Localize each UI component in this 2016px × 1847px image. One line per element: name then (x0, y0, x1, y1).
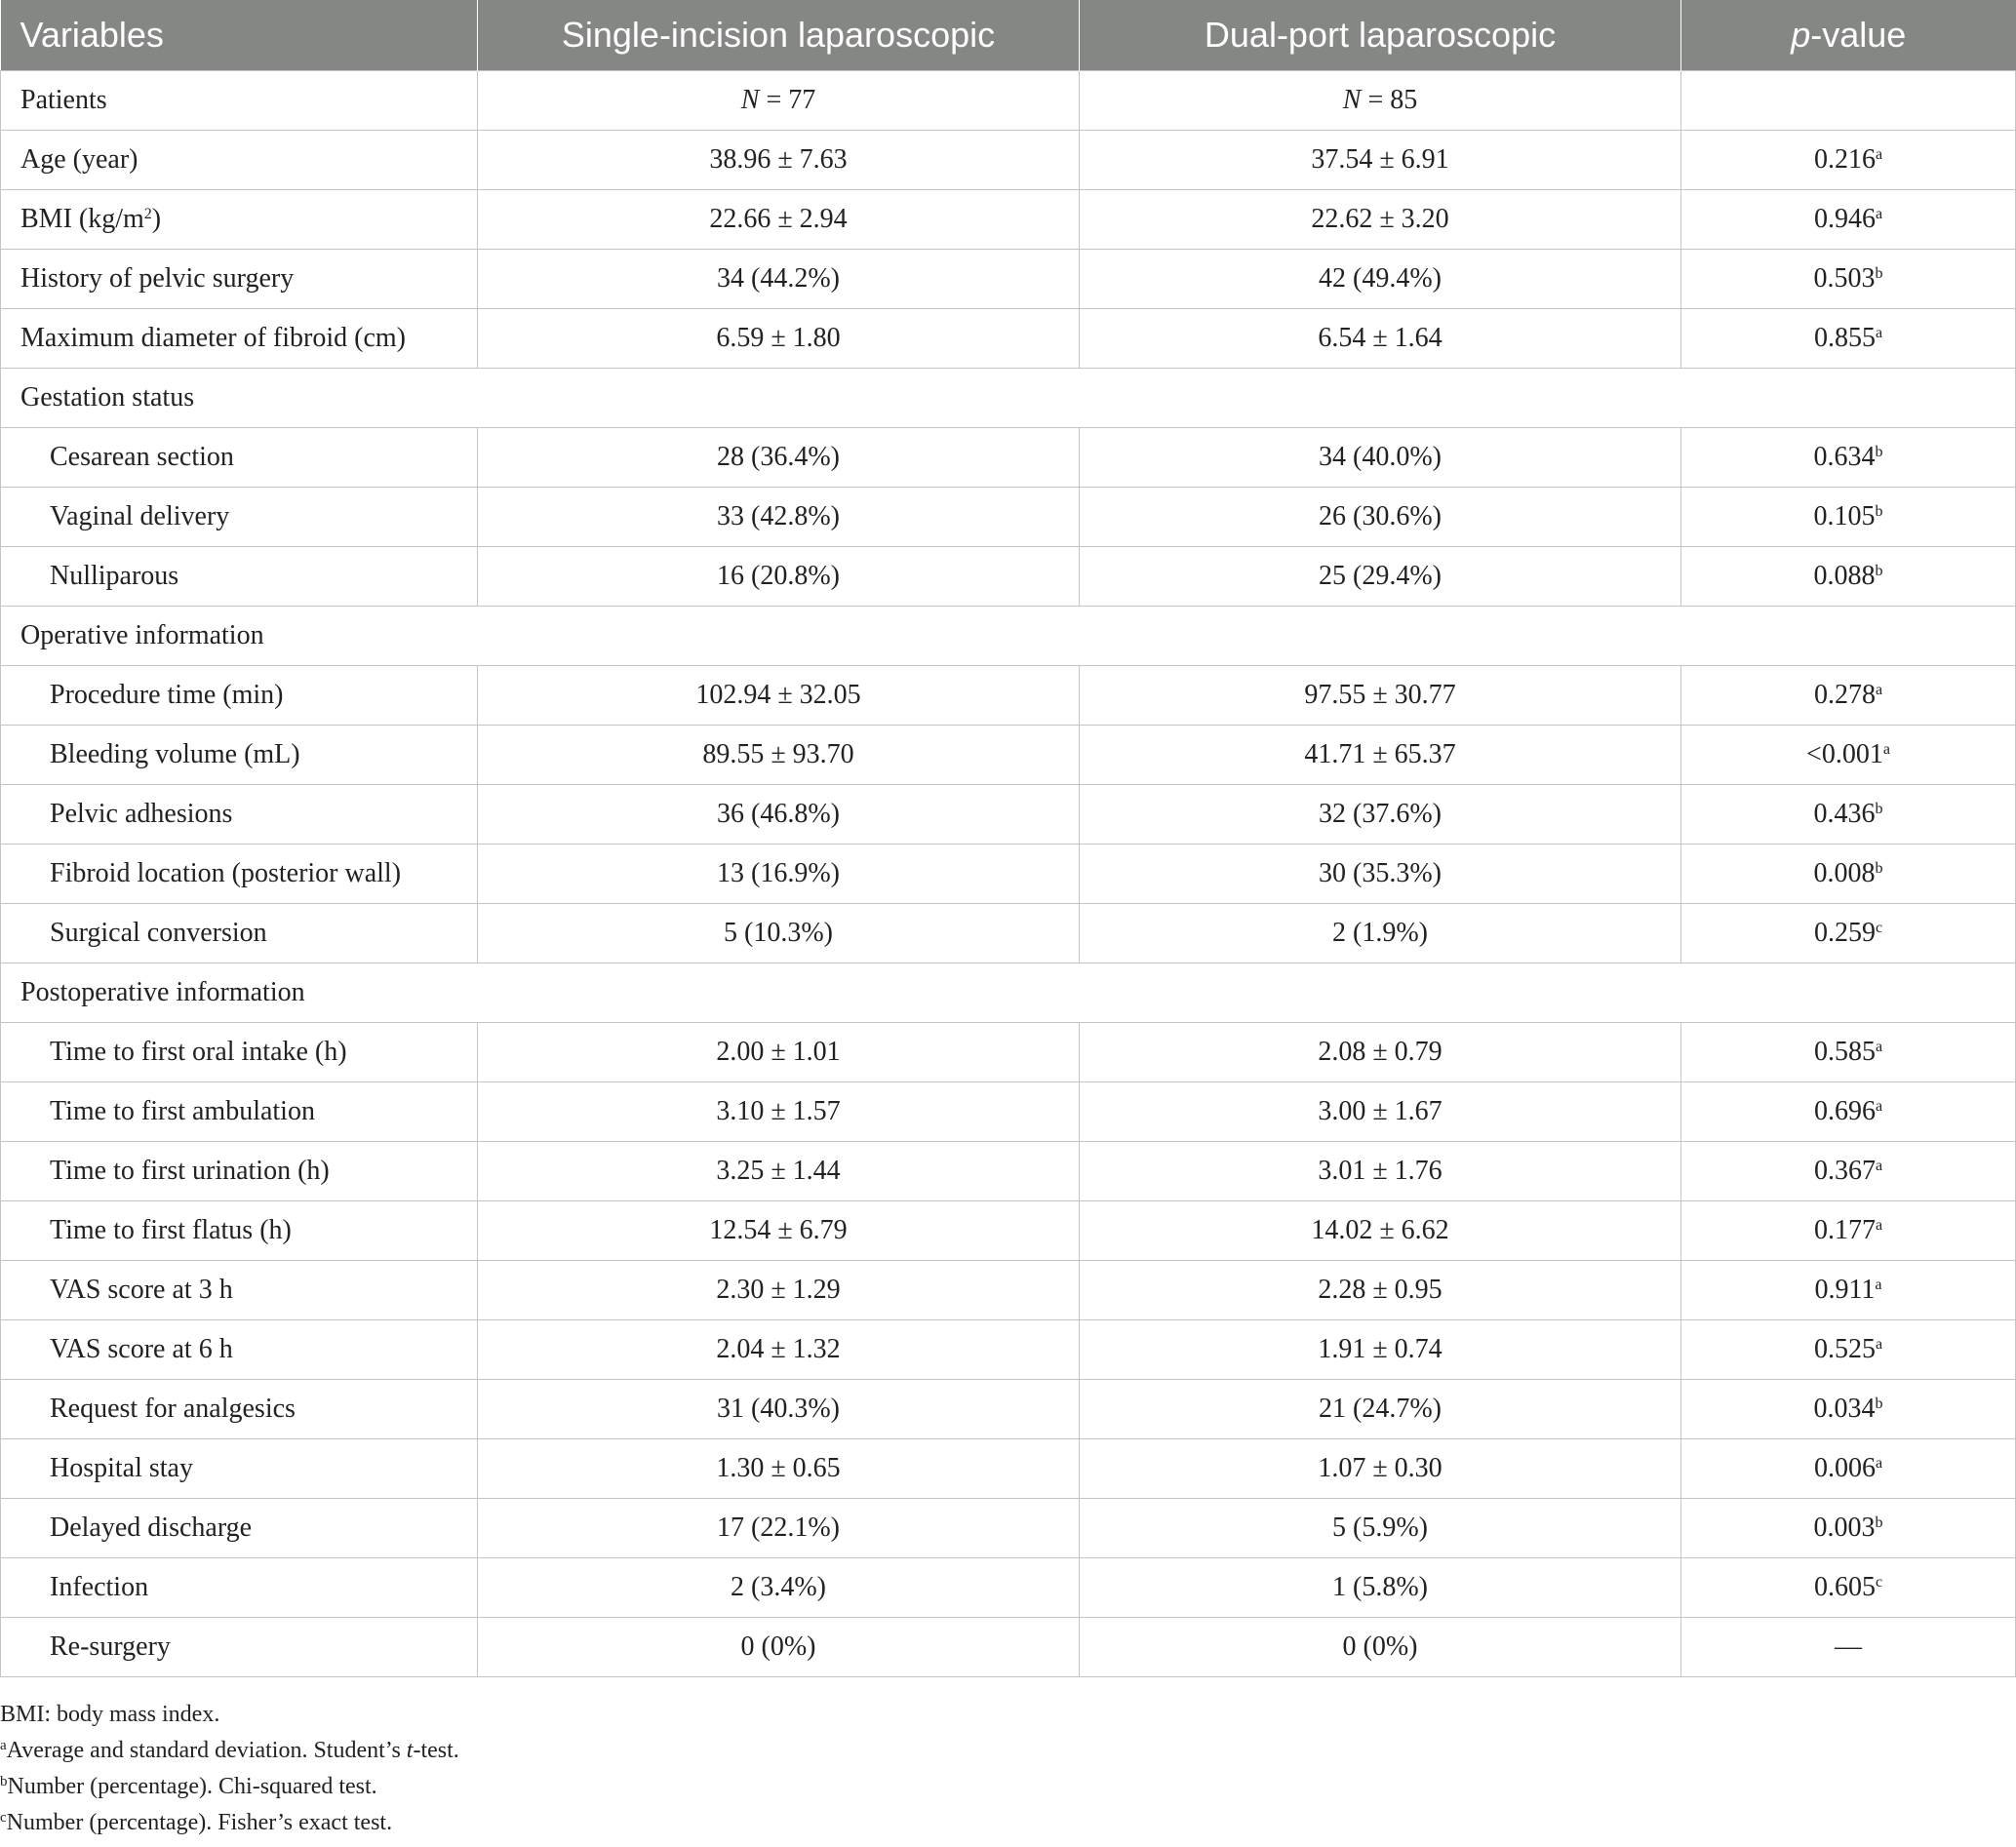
dual-port-cell: 2.28 ± 0.95 (1080, 1261, 1681, 1320)
p-value-footnote-marker: c (1875, 1574, 1883, 1591)
footnote-italic: t (406, 1738, 414, 1763)
row-label: Delayed discharge (1, 1499, 478, 1558)
table-row (1, 309, 2016, 369)
p-value: 0.034 (1813, 1394, 1876, 1424)
dual-port-cell: 14.02 ± 6.62 (1080, 1201, 1681, 1261)
p-value: 0.634 (1813, 442, 1876, 472)
table-body (1, 71, 2016, 1677)
table-row (1, 547, 2016, 607)
single-incision-cell: 2.00 ± 1.01 (478, 1023, 1080, 1082)
p-value-cell (1681, 71, 2016, 131)
p-value-cell (1681, 250, 2016, 309)
single-n-cell (478, 71, 1080, 131)
row-label: Procedure time (min) (1, 666, 478, 726)
footnote-text: -test. (413, 1738, 459, 1763)
p-value: 0.525 (1813, 1334, 1876, 1364)
table-row (1, 1380, 2016, 1439)
header-p-italic: p (1791, 15, 1811, 55)
dual-port-cell: 1.07 ± 0.30 (1080, 1439, 1681, 1499)
footnote-b (0, 1769, 459, 1805)
dual-port-cell: 97.55 ± 30.77 (1080, 666, 1681, 726)
row-label: Time to first ambulation (1, 1082, 478, 1142)
p-value-footnote-marker: b (1875, 444, 1883, 460)
p-value-footnote-marker: a (1875, 206, 1883, 222)
footnote-c (0, 1805, 459, 1841)
dual-port-cell: 2.08 ± 0.79 (1080, 1023, 1681, 1082)
dual-port-cell: 26 (30.6%) (1080, 488, 1681, 547)
p-value-cell (1681, 488, 2016, 547)
p-value: 0.003 (1813, 1513, 1876, 1543)
header-variables: Variables (1, 0, 478, 71)
table-row-patients (1, 71, 2016, 131)
row-label: History of pelvic surgery (1, 250, 478, 309)
p-value-footnote-marker: a (1875, 1455, 1883, 1472)
single-incision-cell: 16 (20.8%) (478, 547, 1080, 607)
table-row (1, 1082, 2016, 1142)
n-symbol: N (1342, 85, 1362, 115)
header-row (1, 0, 2016, 71)
p-value-cell (1681, 547, 2016, 607)
section-row (1, 369, 2016, 428)
row-label: Time to first urination (h) (1, 1142, 478, 1201)
p-value-footnote-marker: a (1875, 1098, 1883, 1115)
p-value: 0.696 (1813, 1096, 1876, 1126)
label-text: ) (151, 204, 162, 234)
dual-port-cell: 25 (29.4%) (1080, 547, 1681, 607)
p-value-cell (1681, 1142, 2016, 1201)
dual-port-cell: 0 (0%) (1080, 1618, 1681, 1677)
table-row (1, 785, 2016, 845)
dual-port-cell: 1 (5.8%) (1080, 1558, 1681, 1618)
p-value: 0.911 (1814, 1275, 1876, 1305)
table-row (1, 726, 2016, 785)
single-incision-cell: 2 (3.4%) (478, 1558, 1080, 1618)
dual-n-cell (1080, 71, 1681, 131)
p-value: 0.605 (1813, 1572, 1876, 1602)
label-text: BMI (kg/m (20, 204, 144, 234)
table-row (1, 1558, 2016, 1618)
single-incision-cell: 2.04 ± 1.32 (478, 1320, 1080, 1380)
row-label: VAS score at 3 h (1, 1261, 478, 1320)
p-value: <0.001 (1806, 739, 1883, 769)
p-value: — (1835, 1631, 1862, 1662)
p-value-footnote-marker: a (1875, 1039, 1883, 1055)
table-row (1, 190, 2016, 250)
row-label: Fibroid location (posterior wall) (1, 845, 478, 904)
p-value-cell (1681, 1320, 2016, 1380)
single-incision-cell: 6.59 ± 1.80 (478, 309, 1080, 369)
footnote-a (0, 1733, 459, 1769)
row-label: Time to first flatus (h) (1, 1201, 478, 1261)
p-value-footnote-marker: a (1875, 682, 1883, 698)
header-single-incision: Single-incision laparoscopic (478, 0, 1080, 71)
dual-port-cell: 5 (5.9%) (1080, 1499, 1681, 1558)
single-incision-cell: 33 (42.8%) (478, 488, 1080, 547)
p-value: 0.177 (1813, 1215, 1876, 1245)
single-incision-cell: 38.96 ± 7.63 (478, 131, 1080, 190)
single-incision-cell: 31 (40.3%) (478, 1380, 1080, 1439)
footnote-bmi: BMI: body mass index. (0, 1702, 220, 1727)
footnote-text: Number (percentage). Fisher’s exact test. (6, 1810, 393, 1835)
p-value-footnote-marker: a (1875, 146, 1883, 163)
table-row (1, 845, 2016, 904)
p-value-cell (1681, 785, 2016, 845)
table-footnotes (0, 1697, 459, 1841)
p-value-cell (1681, 1618, 2016, 1677)
single-incision-cell: 102.94 ± 32.05 (478, 666, 1080, 726)
p-value: 0.216 (1813, 144, 1876, 175)
p-value-footnote-marker: a (1875, 1277, 1882, 1293)
dual-port-cell: 1.91 ± 0.74 (1080, 1320, 1681, 1380)
label-superscript: 2 (143, 206, 152, 222)
p-value-cell (1681, 1439, 2016, 1499)
row-label: Time to first oral intake (h) (1, 1023, 478, 1082)
p-value-cell (1681, 666, 2016, 726)
row-label: VAS score at 6 h (1, 1320, 478, 1380)
p-value: 0.259 (1813, 918, 1876, 948)
p-value-cell (1681, 1082, 2016, 1142)
row-label: Request for analgesics (1, 1380, 478, 1439)
table-row (1, 1320, 2016, 1380)
single-incision-cell: 34 (44.2%) (478, 250, 1080, 309)
p-value-cell (1681, 190, 2016, 250)
p-value-cell (1681, 726, 2016, 785)
single-incision-cell: 22.66 ± 2.94 (478, 190, 1080, 250)
p-value: 0.006 (1813, 1453, 1876, 1483)
row-label: Maximum diameter of fibroid (cm) (1, 309, 478, 369)
dual-port-cell: 34 (40.0%) (1080, 428, 1681, 488)
dual-port-cell: 41.71 ± 65.37 (1080, 726, 1681, 785)
table-row (1, 1023, 2016, 1082)
p-value-cell (1681, 1201, 2016, 1261)
single-incision-cell: 3.10 ± 1.57 (478, 1082, 1080, 1142)
row-label: Cesarean section (1, 428, 478, 488)
dual-port-cell: 21 (24.7%) (1080, 1380, 1681, 1439)
p-value-footnote-marker: b (1875, 801, 1883, 817)
table-row (1, 1618, 2016, 1677)
table-row (1, 250, 2016, 309)
p-value-cell (1681, 1499, 2016, 1558)
p-value-footnote-marker: b (1875, 1514, 1883, 1531)
p-value-cell (1681, 1261, 2016, 1320)
single-incision-cell: 0 (0%) (478, 1618, 1080, 1677)
footnote-marker: a (0, 1738, 7, 1753)
dual-port-cell: 6.54 ± 1.64 (1080, 309, 1681, 369)
p-value: 0.088 (1813, 561, 1876, 591)
single-incision-cell: 89.55 ± 93.70 (478, 726, 1080, 785)
p-value-cell (1681, 845, 2016, 904)
row-label: Re-surgery (1, 1618, 478, 1677)
p-value-footnote-marker: a (1882, 741, 1890, 758)
dual-port-cell: 2 (1.9%) (1080, 904, 1681, 963)
table-row (1, 1499, 2016, 1558)
p-value-cell (1681, 904, 2016, 963)
p-value: 0.436 (1813, 799, 1876, 829)
table-row (1, 1439, 2016, 1499)
p-value-footnote-marker: b (1875, 265, 1883, 282)
single-incision-cell: 12.54 ± 6.79 (478, 1201, 1080, 1261)
single-incision-cell: 2.30 ± 1.29 (478, 1261, 1080, 1320)
dual-port-cell: 30 (35.3%) (1080, 845, 1681, 904)
dual-port-cell: 42 (49.4%) (1080, 250, 1681, 309)
p-value: 0.367 (1813, 1156, 1876, 1186)
p-value-cell (1681, 1558, 2016, 1618)
p-value: 0.278 (1813, 680, 1876, 710)
p-value-cell (1681, 131, 2016, 190)
footnote-text: Average and standard deviation. Student’s (6, 1738, 407, 1763)
footnote-marker: c (0, 1810, 7, 1826)
row-label: Vaginal delivery (1, 488, 478, 547)
single-incision-cell: 13 (16.9%) (478, 845, 1080, 904)
single-incision-cell: 36 (46.8%) (478, 785, 1080, 845)
section-heading: Operative information (1, 607, 2016, 666)
p-value: 0.855 (1813, 323, 1876, 353)
header-p-value (1681, 0, 2016, 71)
table-row (1, 428, 2016, 488)
section-row (1, 963, 2016, 1023)
p-value-cell (1681, 309, 2016, 369)
single-incision-cell: 17 (22.1%) (478, 1499, 1080, 1558)
p-value: 0.503 (1813, 263, 1876, 294)
single-incision-cell: 3.25 ± 1.44 (478, 1142, 1080, 1201)
row-label (1, 190, 478, 250)
dual-port-cell: 3.00 ± 1.67 (1080, 1082, 1681, 1142)
row-label: Pelvic adhesions (1, 785, 478, 845)
section-row (1, 607, 2016, 666)
row-label: Infection (1, 1558, 478, 1618)
table-row (1, 1201, 2016, 1261)
n-symbol: N (740, 85, 760, 115)
p-value-cell (1681, 428, 2016, 488)
p-value: 0.946 (1813, 204, 1876, 234)
section-heading: Postoperative information (1, 963, 2016, 1023)
table-row (1, 904, 2016, 963)
row-label: Nulliparous (1, 547, 478, 607)
table-row (1, 1261, 2016, 1320)
table-row (1, 1142, 2016, 1201)
single-incision-cell: 5 (10.3%) (478, 904, 1080, 963)
table-header (1, 0, 2016, 71)
row-label: Bleeding volume (mL) (1, 726, 478, 785)
n-value: = 85 (1361, 85, 1418, 115)
p-value-footnote-marker: a (1875, 1336, 1883, 1353)
p-value: 0.585 (1813, 1037, 1876, 1067)
p-value-footnote-marker: a (1875, 1158, 1883, 1174)
footnote-marker: b (0, 1774, 8, 1789)
single-incision-cell: 1.30 ± 0.65 (478, 1439, 1080, 1499)
dual-port-cell: 3.01 ± 1.76 (1080, 1142, 1681, 1201)
dual-port-cell: 32 (37.6%) (1080, 785, 1681, 845)
table-row (1, 666, 2016, 726)
table-row (1, 131, 2016, 190)
p-value-footnote-marker: b (1875, 503, 1883, 520)
p-value-footnote-marker: b (1875, 860, 1883, 877)
p-value-cell (1681, 1380, 2016, 1439)
row-label: Patients (1, 71, 478, 131)
header-p-rest: -value (1810, 15, 1907, 55)
dual-port-cell: 22.62 ± 3.20 (1080, 190, 1681, 250)
p-value-footnote-marker: a (1875, 1217, 1883, 1234)
n-value: = 77 (759, 85, 816, 115)
footnote-text: Number (percentage). Chi-squared test. (7, 1774, 377, 1799)
p-value: 0.008 (1813, 858, 1876, 888)
section-heading: Gestation status (1, 369, 2016, 428)
single-incision-cell: 28 (36.4%) (478, 428, 1080, 488)
p-value-footnote-marker: a (1875, 325, 1883, 341)
p-value: 0.105 (1813, 501, 1876, 531)
p-value-cell (1681, 1023, 2016, 1082)
dual-port-cell: 37.54 ± 6.91 (1080, 131, 1681, 190)
row-label: Surgical conversion (1, 904, 478, 963)
header-dual-port: Dual-port laparoscopic (1080, 0, 1681, 71)
p-value-footnote-marker: c (1875, 920, 1883, 936)
row-label: Hospital stay (1, 1439, 478, 1499)
row-label: Age (year) (1, 131, 478, 190)
table-row (1, 488, 2016, 547)
p-value-footnote-marker: b (1875, 563, 1883, 579)
p-value-footnote-marker: b (1875, 1395, 1883, 1412)
